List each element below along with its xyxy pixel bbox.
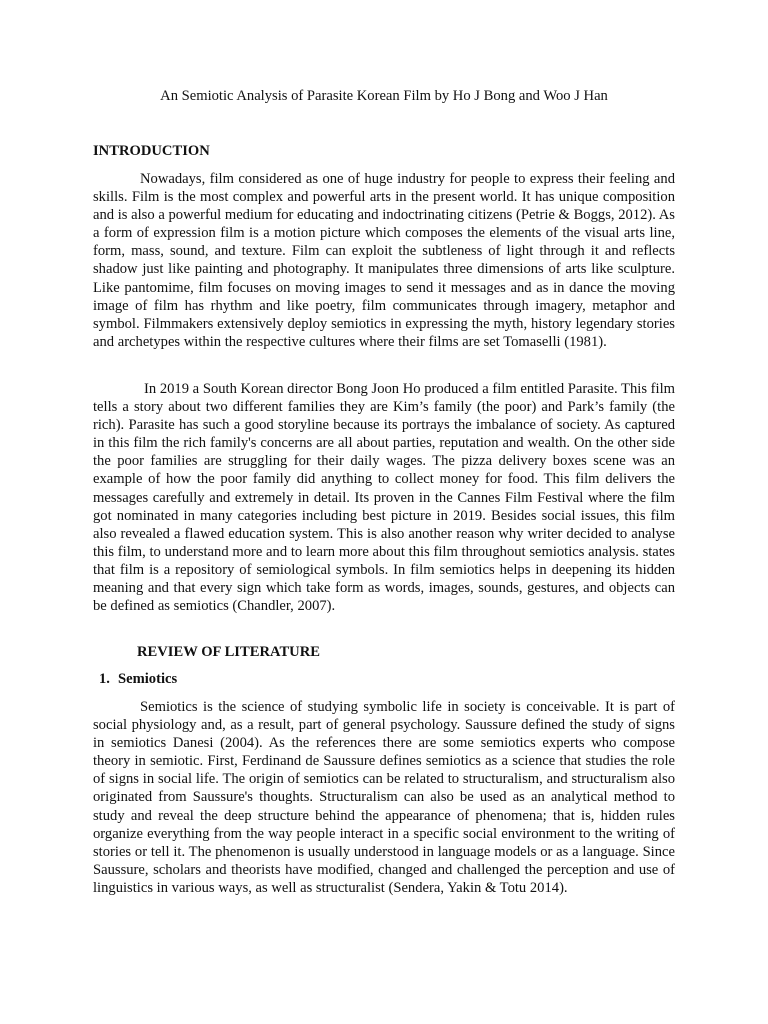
introduction-heading: INTRODUCTION [93, 143, 210, 159]
semiotics-subheading [99, 670, 178, 688]
subsection-number: 1. [99, 671, 110, 687]
introduction-paragraph-1: Nowadays, film considered as one of huge industry for people to express their feeling and skills. Film is the most complex and powerful arts in the present world. It has unique composition and is also a powerful medium for educating and indoctrinating citizens (Petrie & Boggs, 2012). As a form of expression film is a motion picture which composes the elements of the visual arts line, form, mass, sound, and texture. Film can exploit the subtleness of light through it and reflects shadow just like painting and photography. It manipulates three dimensions of arts like sculpture. Like pantomime, film focuses on moving images to send it messages and as in dance the moving image of film has rhythm and like poetry, film communicates through imagery, metaphor and symbol. Filmmakers extensively deploy semiotics in expressing the myth, history legendary stories and archetypes within the respective cultures where their films are set Tomaselli (1981). [93, 171, 675, 350]
subsection-title: Semiotics [118, 671, 178, 687]
semiotics-paragraph: Semiotics is the science of studying symbolic life in society is conceivable. It is part of social physiology and, as a result, part of general psychology. Saussure defined the study of signs in semiotics Danesi (2004). As the references there are some semiotics experts who compose theory in semiotic. First, Ferdinand de Saussure defines semiotics as a science that studies the role of signs in social life. The origin of semiotics can be related to structuralism, and structuralism also originated from Saussure's thoughts. Structuralism can also be used as an analytical method to study and reveal the deep structure behind the appearance of phenomena; that is, hidden rules organize everything from the way people interact in a specific social environment to the writing of stories or tell it. The phenomenon is usually understood in language models or as a language. Since Saussure, scholars and theorists have modified, changed and challenged the perception and use of linguistics in various ways, as well as structuralist (Sendera, Yakin & Totu 2014). [93, 699, 675, 896]
review-of-literature-heading: REVIEW OF LITERATURE [137, 644, 320, 660]
document-title: An Semiotic Analysis of Parasite Korean Film by Ho J Bong and Woo J Han [160, 88, 608, 104]
introduction-paragraph-2: In 2019 a South Korean director Bong Joon Ho produced a film entitled Parasite. This film tells a story about two different families they are Kim’s family (the poor) and Park’s family (the rich). Parasite has such a good storyline because its portrays the imbalance of society. As captured in this film the rich family's concerns are all about parties, reputation and wealth. On the other side the poor families are struggling for their daily wages. The pizza delivery boxes scene was an example of how the poor family did anything to collect money for food. This film delivers the messages carefully and extremely in detail. Its proven in the Cannes Film Festival where the film got nominated in many categories including best picture in 2019. Besides social issues, this film also revealed a flawed education system. This is also another reason why writer decided to analyse this film, to understand more and to learn more about this film throughout semiotics analysis. states that film is a repository of semiological symbols. In film semiotics helps in deepening its hidden meaning and that every sign which take form as words, images, sounds, gestures, and objects can be defined as semiotics (Chandler, 2007). [93, 381, 675, 615]
